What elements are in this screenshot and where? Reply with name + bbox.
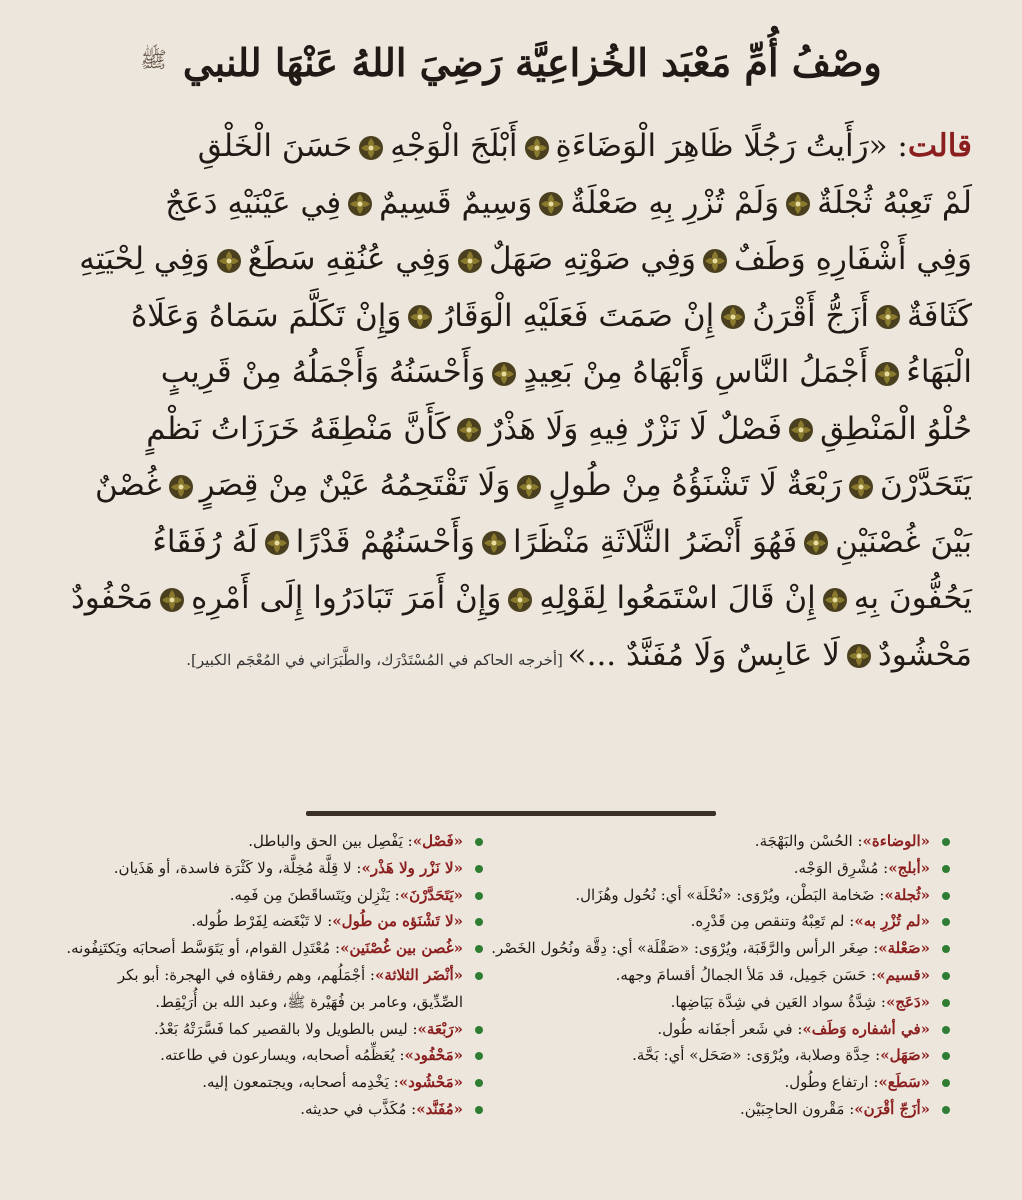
ornament-leaf-icon (507, 587, 533, 613)
glossary-definition: : ارتفاع وطُول. (784, 1073, 879, 1092)
glossary-item (497, 828, 954, 855)
divider (306, 811, 716, 816)
ornament-leaf-icon (822, 587, 848, 613)
glossary-term: «لا نَزْر ولا هَذْر» (361, 858, 463, 877)
ornament-leaf-icon (358, 135, 384, 161)
page-title (60, 30, 962, 94)
main-phrase: يَحُفُّونَ بِهِ (853, 580, 972, 616)
glossary-term: «لم تُزْرِ به» (854, 912, 930, 931)
ornament-leaf-icon (848, 474, 874, 500)
glossary-item (497, 1016, 954, 1043)
main-phrase: وَفِي أَشْفَارِهِ وَطَفٌ (734, 241, 972, 277)
glossary-definition: : ليس بالطويل ولا بالقصير كما فَسَّرَتْهُ بَعْدُ. (153, 1019, 418, 1038)
bullet-icon (475, 918, 483, 926)
bullet-icon (475, 1106, 483, 1114)
main-phrase: وَإِنْ تَكَلَّمَ سَمَاهُ وَعَلَاهُ (130, 297, 402, 334)
main-phrase: الْبَهَاءُ (906, 354, 972, 390)
main-phrase: وَلَا تَقْتَحِمُهُ عَيْنٌ مِنْ قِصَرٍ (199, 467, 511, 503)
glossary-definition: : يَفْصِل بين الحق والباطل. (248, 832, 413, 850)
glossary-definition: : يَخْدِمه أصحابه، ويجتمعون إليه. (202, 1073, 399, 1092)
glossary-term: «صَعْلة» (878, 939, 930, 958)
glossary-item (40, 1042, 487, 1069)
glossary-term: «يَتَحَدَّرْنَ» (399, 885, 463, 904)
glossary-item (40, 828, 487, 855)
main-line (50, 401, 972, 458)
glossary-item (497, 1069, 954, 1096)
ornament-leaf-icon (803, 530, 829, 556)
main-phrase: وَفِي لِحْيَتِهِ (79, 241, 210, 277)
main-phrase: لَهُ رُفَقَاءُ (152, 523, 258, 560)
glossary-definition: : مَقْرون الحاجِبَيْن. (740, 1099, 855, 1118)
glossary-item (40, 935, 487, 962)
source-citation: [أخرجه الحاكم في المُسْتَدْرَك، والطَّبَرَاني في المُعْجَم الكبير]. (186, 650, 568, 669)
glossary-definition: : لا تَبْغَضه لِفَرْط طُوله. (191, 912, 333, 931)
main-phrase: قالت: «رَأَيتُ رَجُلًا ظَاهِرَ الْوَضَاءَةِ (555, 128, 972, 164)
bullet-icon (942, 865, 950, 873)
bullet-icon (475, 838, 483, 846)
glossary-item (40, 1069, 487, 1096)
glossary-term: «مَحْشُود» (398, 1073, 463, 1092)
ornament-leaf-icon (538, 191, 564, 217)
main-line (50, 231, 972, 288)
ornament-leaf-icon (481, 530, 507, 556)
main-phrase: أَجْمَلُ النَّاسِ وَأَبْهَاهُ مِنْ بَعِيدٍ (523, 354, 869, 390)
notes-section (40, 828, 954, 1123)
ornament-leaf-icon (216, 248, 242, 274)
glossary-term: «في أشفاره وَطَف» (802, 1019, 930, 1038)
notes-left-column (40, 828, 487, 1123)
ornament-leaf-icon (456, 417, 482, 443)
ornament-leaf-icon (702, 248, 728, 274)
glossary-item (497, 1096, 954, 1123)
glossary-definition: : ضَخامة البَطْن، ويُرْوَى: «نُحْلَة» أي: نُحُول وهُزَال. (575, 885, 885, 904)
main-phrase: أَزَجُّ أَقْرَنُ (752, 297, 869, 334)
glossary-item (497, 882, 954, 909)
main-line (50, 118, 972, 175)
main-phrase: كَثَافَةٌ (907, 297, 972, 334)
main-line (50, 627, 972, 684)
main-phrase: وَفِي عُنُقِهِ سَطَعٌ (247, 241, 451, 277)
main-phrase: فِي عَيْنَيْهِ دَعَجٌ (165, 184, 342, 221)
main-phrase: وَلَمْ تُزْرِ بِهِ صَعْلَةٌ (570, 184, 780, 221)
notes-right-column (487, 828, 954, 1123)
main-phrase: يَتَحَدَّرْنَ (879, 467, 972, 503)
glossary-definition: : لا قِلَّة مُخِلَّة، ولا كَثْرَة فاسدة، أو هَذَيان. (113, 858, 362, 877)
glossary-item (497, 962, 954, 989)
main-line (50, 175, 972, 232)
ornament-leaf-icon (788, 417, 814, 443)
glossary-definition: : صِغَر الرأس والرَّقَبَة، ويُرْوَى: «صَقْلَة» أي: دِقَّة ونُحُول الخَصْر. (491, 939, 879, 958)
glossary-item (40, 1096, 487, 1123)
glossary-definition: : مُشْرِق الوَجْه. (793, 858, 889, 877)
bullet-icon (942, 999, 950, 1007)
main-text (50, 118, 972, 683)
glossary-term: «غُصن بين غُصْنَين» (340, 939, 463, 958)
glossary-term: «دَعَج» (885, 992, 930, 1011)
bullet-icon (475, 865, 483, 873)
glossary-item (40, 855, 487, 882)
glossary-item (491, 935, 954, 962)
main-phrase: وَأَحْسَنُهُ وَأَجْمَلُهُ مِنْ قَرِيبٍ (160, 354, 486, 390)
glossary-term: «ثُجلة» (884, 885, 930, 904)
ornament-leaf-icon (407, 304, 433, 330)
main-phrase: لَا عَابِسٌ وَلَا مُفَنَّدٌ ...» (567, 636, 840, 673)
glossary-item (497, 855, 954, 882)
ornament-leaf-icon (785, 191, 811, 217)
bullet-icon (475, 1079, 483, 1087)
bullet-icon (475, 972, 483, 980)
glossary-item (497, 989, 954, 1016)
main-phrase: حَسَنَ الْخَلْقِ (197, 128, 353, 164)
glossary-term: «مَحْفُود» (404, 1046, 463, 1065)
main-phrase: وَسِيمٌ قَسِيمٌ (379, 184, 533, 221)
ornament-leaf-icon (846, 643, 872, 669)
main-line (50, 344, 972, 401)
main-phrase: رَبْعَةٌ لَا تَشْنَؤُهُ مِنْ طُولٍ (548, 467, 842, 503)
main-line (50, 570, 972, 627)
glossary-term: «سَطَع» (878, 1073, 930, 1092)
bullet-icon (475, 945, 483, 953)
main-phrase: مَحْشُودٌ (877, 636, 972, 673)
glossary-term: «صَهَل» (880, 1046, 930, 1065)
glossary-definition: : الحُسْن والبَهْجَة. (754, 832, 863, 850)
glossary-definition-continued: الصِّدِّيق، وعامر بن فُهَيْرة ﷺ، وعبد الله بن أُرَيْقِط. (155, 992, 463, 1011)
glossary-definition: : مُعْتَدِل القوام، أو يَتَوَسَّط أصحابَه ويَكتَنِفُونه. (66, 939, 341, 958)
glossary-term: «لا تَشْنَؤه من طُول» (332, 912, 463, 931)
glossary-definition: : شِدَّةُ سواد العَين في شِدَّة بَيَاضِها. (670, 992, 886, 1011)
glossary-item (40, 908, 487, 935)
main-line (50, 457, 972, 514)
main-line (50, 288, 972, 345)
bullet-icon (942, 1052, 950, 1060)
main-phrase: إِنْ صَمَتَ فَعَلَيْهِ الْوَقَارُ (439, 297, 715, 334)
ornament-leaf-icon (168, 474, 194, 500)
bullet-icon (942, 918, 950, 926)
ornament-leaf-icon (264, 530, 290, 556)
bullet-icon (475, 1052, 483, 1060)
glossary-item (497, 908, 954, 935)
main-phrase: إِنْ قَالَ اسْتَمَعُوا لِقَوْلِهِ (539, 580, 816, 616)
ornament-leaf-icon (516, 474, 542, 500)
glossary-item (40, 1016, 487, 1043)
ornament-leaf-icon (159, 587, 185, 613)
main-phrase: وَإِنْ أَمَرَ تَبَادَرُوا إِلَى أَمْرِهِ (191, 580, 502, 616)
main-phrase: غُصْنٌ (94, 467, 162, 503)
ornament-leaf-icon (347, 191, 373, 217)
bullet-icon (942, 1106, 950, 1114)
ornament-leaf-icon (524, 135, 550, 161)
glossary-definition: : حَسَن جَمِيل، قد مَلأ الجمالُ أقسامَ وجهه. (615, 965, 877, 984)
ornament-leaf-icon (457, 248, 483, 274)
glossary-term: «مُفَنَّد» (416, 1099, 463, 1118)
bullet-icon (942, 972, 950, 980)
title-text: وصْفُ أُمِّ مَعْبَد الخُزاعِيَّة رَضِيَ اللهُ عَنْهَا للنبي (182, 39, 882, 85)
bullet-icon (475, 892, 483, 900)
glossary-definition: : أجْمَلُهم، وهم رفقاؤه في الهجرة: أبو بكر (117, 965, 375, 984)
bullet-icon (942, 1079, 950, 1087)
title-honorific: ﷺ (140, 48, 167, 73)
main-phrase: لَمْ تَعِبْهُ ثُجْلَةٌ (817, 184, 972, 221)
ornament-leaf-icon (491, 361, 517, 387)
main-phrase: وَفِي صَوْتِهِ صَهَلٌ (488, 241, 696, 277)
glossary-definition: : يُعَظِّمُه أصحابه، ويسارعون في طاعته. (160, 1046, 405, 1065)
ornament-leaf-icon (720, 304, 746, 330)
main-phrase: فَصْلٌ لَا نَزْرٌ فِيهِ وَلَا هَذْرٌ (488, 410, 783, 447)
main-phrase: أَبْلَجَ الْوَجْهِ (390, 128, 518, 164)
main-phrase: مَحْفُودٌ (70, 580, 154, 616)
glossary-item (40, 962, 487, 1016)
glossary-definition: : حِدَّة وصلابة، ويُرْوَى: «صَحَل» أي: بَحَّة. (632, 1046, 881, 1065)
bullet-icon (942, 945, 950, 953)
glossary-term: «قسيم» (876, 965, 930, 984)
glossary-definition: : يَنْزِلن ويَتَساقَطنَ مِن فَمِه. (229, 885, 400, 904)
main-phrase: كَأَنَّ مَنْطِقَهُ خَرَزَاتُ نَظْمٍ (146, 410, 451, 447)
glossary-term: «فَصْل» (412, 832, 463, 850)
glossary-term: «أنْضَر الثلاثة» (374, 965, 463, 984)
glossary-definition: : في شَعر أجفَانه طُول. (657, 1019, 803, 1038)
glossary-definition: : مُكَذَّب في حديثه. (300, 1099, 417, 1118)
bullet-icon (942, 1026, 950, 1034)
ornament-leaf-icon (875, 304, 901, 330)
ornament-leaf-icon (874, 361, 900, 387)
main-line (50, 514, 972, 571)
bullet-icon (942, 892, 950, 900)
glossary-term: «أبلج» (888, 858, 930, 877)
glossary-item (40, 882, 487, 909)
bullet-icon (475, 1026, 483, 1034)
main-phrase: بَيْنَ غُصْنَيْنِ (835, 523, 972, 560)
glossary-definition: : لم تَعِبْهُ وتنقص مِن قَدْرِه. (690, 912, 855, 931)
glossary-term: «أزَجّ أقْرَن» (854, 1099, 930, 1118)
main-phrase: حُلْوُ الْمَنْطِقِ (820, 410, 972, 447)
glossary-term: «رَبْعَة» (417, 1019, 463, 1038)
main-phrase: وَأَحْسَنُهُمْ قَدْرًا (295, 523, 475, 560)
main-phrase: فَهُوَ أَنْضَرُ الثَّلَاثَةِ مَنْظَرًا (512, 523, 798, 560)
bullet-icon (942, 838, 950, 846)
glossary-term: «الوضاءة» (862, 832, 930, 850)
glossary-item (497, 1042, 954, 1069)
